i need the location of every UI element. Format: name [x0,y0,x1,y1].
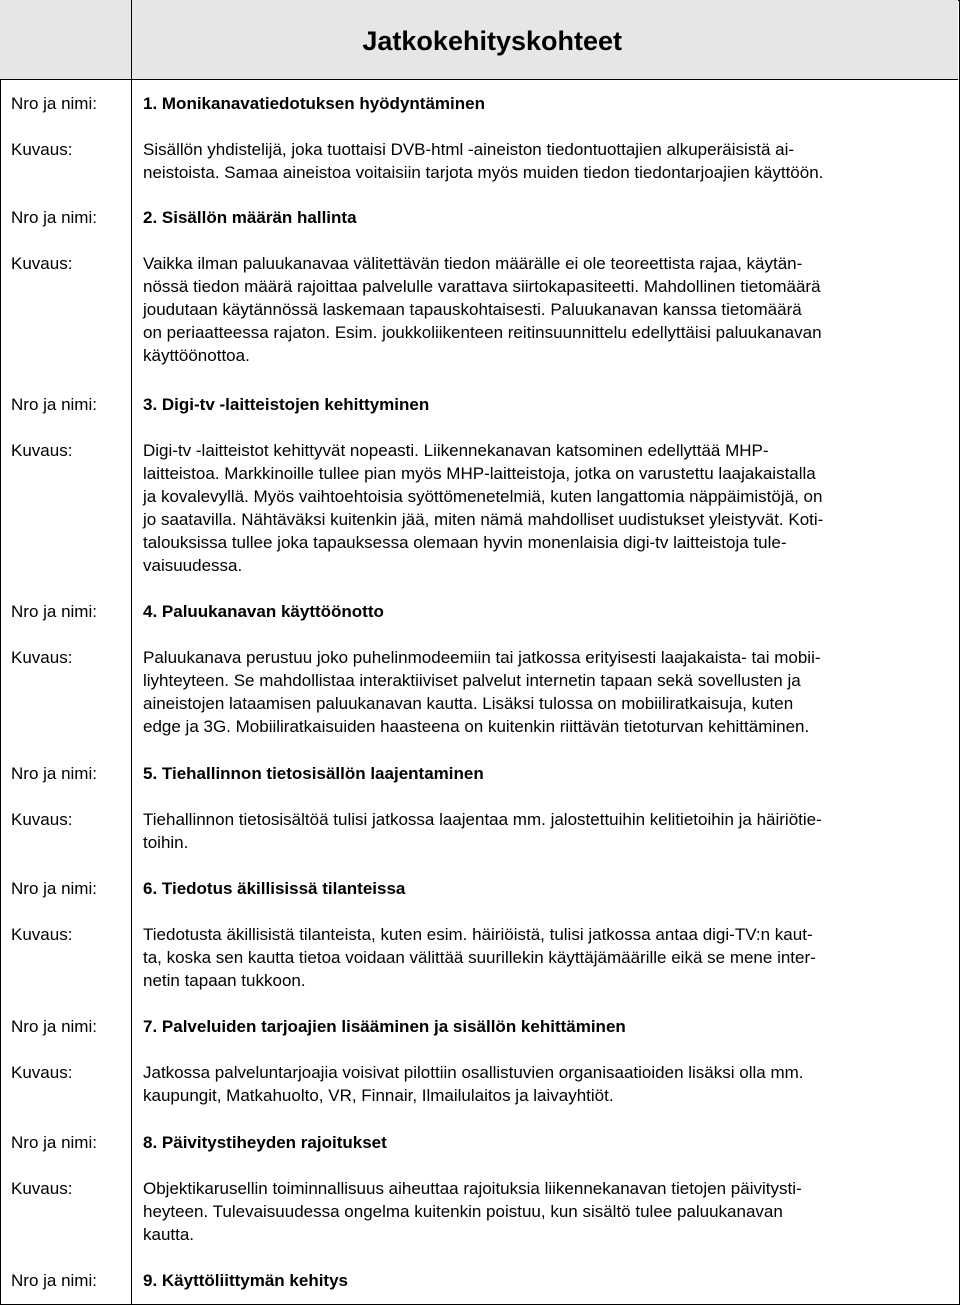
description-line: heyteen. Tulevaisuudessa ongelma kuitenkin poistuu, kun sisältö tulee paluukanavan [143,1202,783,1221]
name-label: Nro ja nimi: [11,879,97,898]
column-divider [131,80,132,1304]
name-label: Nro ja nimi: [11,1133,97,1152]
title-row [0,0,958,80]
name-label: Nro ja nimi: [11,764,97,783]
name-label: Nro ja nimi: [11,602,97,621]
description-line: toihin. [143,833,189,852]
item-heading: 3. Digi-tv -laitteistojen kehittyminen [143,395,430,414]
description-line: vaisuudessa. [143,556,243,575]
item-description [143,252,953,367]
name-label: Nro ja nimi: [11,208,97,227]
item-description [143,1177,953,1246]
name-label: Nro ja nimi: [11,395,97,414]
description-line: Tiedotusta äkillisistä tilanteista, kuten esim. häiriöistä, tulisi jatkossa antaa digi-TV:n kaut- [143,925,813,944]
description-line: aineistojen lataamisen paluukanavan kautta. Lisäksi tulossa on mobiiliratkaisuja, kuten [143,694,794,713]
description-line: Jatkossa palveluntarjoajia voisivat pilottiin osallistuvien organisaatioiden lisäksi olla mm. [143,1063,804,1082]
description-label: Kuvaus: [11,1179,73,1198]
item-description [143,646,953,738]
page-title: Jatkokehityskohteet [362,26,622,56]
item-description [143,138,953,184]
item-description [143,923,953,992]
description-line: käyttöönottoa. [143,346,250,365]
description-label: Kuvaus: [11,648,73,667]
description-label: Kuvaus: [11,1063,73,1082]
description-line: kautta. [143,1225,195,1244]
description-line: jo saatavilla. Nähtäväksi kuitenkin jää, miten nämä mahdolliset uudistukset yleistyvät. Koti- [143,510,824,529]
description-line: kaupungit, Matkahuolto, VR, Finnair, Ilmailulaitos ja laivayhtiöt. [143,1086,614,1105]
item-heading: 7. Palveluiden tarjoajien lisääminen ja sisällön kehittäminen [143,1017,626,1036]
description-label: Kuvaus: [11,925,73,944]
title-row-left-cell [0,0,132,79]
description-line: Sisällön yhdistelijä, joka tuottaisi DVB-html -aineiston tiedontuottajien alkuperäisistä ai- [143,140,795,159]
item-heading: 1. Monikanavatiedotuksen hyödyntäminen [143,94,485,113]
description-line: netin tapaan tukkoon. [143,971,306,990]
item-heading: 6. Tiedotus äkillisissä tilanteissa [143,879,406,898]
description-line: on periaatteessa rajaton. Esim. joukkoliikenteen reitinsuunnittelu edellyttäisi paluukanavan [143,323,822,342]
description-line: ja kovalevyllä. Myös vaihtoehtoisia syöttömenetelmiä, kuten langattomia näppäimistöjä, on [143,487,823,506]
item-description [143,439,953,577]
description-label: Kuvaus: [11,441,73,460]
description-line: nössä tiedon määrä rajoittaa palvelulle varattava siirtokapasiteetti. Mahdollinen tietomäärä [143,277,821,296]
description-line: laitteistoa. Markkinoille tullee pian myös MHP-laitteistoja, jotka on varustettu laajakaistalla [143,464,816,483]
item-heading: 9. Käyttöliittymän kehitys [143,1271,349,1290]
description-line: joudutaan käytännössä laskemaan tapauskohtaisesti. Paluukanavan kanssa tietomäärä [143,300,802,319]
description-line: Digi-tv -laitteistot kehittyvät nopeasti. Liikennekanavan katsominen edellyttää MHP- [143,441,769,460]
description-line: neistoista. Samaa aineistoa voitaisiin tarjota myös muiden tiedon tiedontarjoajien käyttöön. [143,163,824,182]
description-line: Vaikka ilman paluukanavaa välitettävän tiedon määrälle ei ole teoreettista rajaa, käytän- [143,254,803,273]
description-label: Kuvaus: [11,140,73,159]
item-heading: 4. Paluukanavan käyttöönotto [143,602,384,621]
description-line: talouksissa tullee joka tapauksessa olemaan hyvin monenlaisia digi-tv laitteistoja tule- [143,533,787,552]
description-line: Objektikarusellin toiminnallisuus aiheuttaa rajoituksia liikennekanavan tietojen päivitysti- [143,1179,802,1198]
description-line: Paluukanava perustuu joko puhelinmodeemiin tai jatkossa erityisesti laajakaista- tai mobii- [143,648,821,667]
item-heading: 5. Tiehallinnon tietosisällön laajentaminen [143,764,484,783]
item-description [143,808,953,854]
description-line: ta, koska sen kautta tietoa voidaan välittää suurillekin käyttäjämäärille eikä se mene inter- [143,948,816,967]
description-line: edge ja 3G. Mobiiliratkaisuiden haasteena on kuitenkin riittävän tietoturvan kehittäminen. [143,717,810,736]
name-label: Nro ja nimi: [11,1271,97,1290]
description-line: Tiehallinnon tietosisältöä tulisi jatkossa laajentaa mm. jalostettuihin kelitietoihin ja häiriötie- [143,810,822,829]
item-heading: 2. Sisällön määrän hallinta [143,208,357,227]
description-line: liyhteyteen. Se mahdollistaa interaktiiviset palvelut internetin tapaan sekä sovellusten ja [143,671,801,690]
item-description [143,1061,953,1107]
name-label: Nro ja nimi: [11,94,97,113]
name-label: Nro ja nimi: [11,1017,97,1036]
description-label: Kuvaus: [11,810,73,829]
item-heading: 8. Päivitystiheyden rajoitukset [143,1133,387,1152]
description-label: Kuvaus: [11,254,73,273]
